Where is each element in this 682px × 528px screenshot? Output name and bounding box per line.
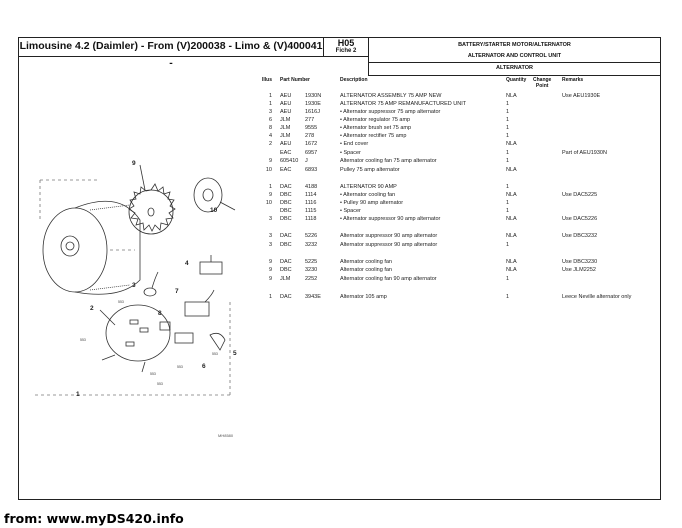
col-quantity: Quantity xyxy=(506,77,527,83)
part-number: 5225 xyxy=(305,259,318,265)
part-prefix: AEU xyxy=(280,109,292,115)
part-prefix: JLM xyxy=(280,125,291,131)
screw-label: 553 xyxy=(157,382,163,386)
fiche-badge xyxy=(323,37,369,57)
illus-number: 1 xyxy=(268,294,272,300)
callout-4: 4 xyxy=(185,260,189,267)
part-number: 1672 xyxy=(305,141,318,147)
part-number: 9555 xyxy=(305,125,318,131)
callout-9: 9 xyxy=(132,160,136,167)
part-description: Alternator suppressor 90 amp alternator xyxy=(340,242,438,248)
callout-7: 7 xyxy=(175,288,179,295)
part-prefix: JLM xyxy=(280,133,291,139)
part-number: 1115 xyxy=(305,208,317,214)
fiche-label: Fiche 2 xyxy=(335,48,357,54)
part-description: Alternator cooling fan 90 amp alternator xyxy=(340,276,437,282)
callout-2: 2 xyxy=(90,305,94,312)
part-number: 278 xyxy=(305,133,315,139)
illus-number: 3 xyxy=(268,216,272,222)
part-description: • Alternator suppressor 75 amp alternator xyxy=(340,109,441,115)
part-description: Alternator cooling fan 75 amp alternator xyxy=(340,158,437,164)
part-prefix: DAC xyxy=(280,184,292,190)
part-prefix: JLM xyxy=(280,117,291,123)
part-description: • Spacer xyxy=(340,150,361,156)
part-remarks: Use DBC3230 xyxy=(562,259,598,265)
part-description: ALTERNATOR 75 AMP REMANUFACTURED UNIT xyxy=(340,101,467,107)
page-title: Limousine 4.2 (Daimler) - From (V)200038 - Limo & (V)400041 - xyxy=(18,37,324,57)
part-number: 277 xyxy=(305,117,315,123)
part-quantity: NLA xyxy=(506,93,517,99)
illus-number: 9 xyxy=(268,267,272,273)
part-number: 1930E xyxy=(305,101,321,107)
part-description: ALTERNATOR 90 AMP xyxy=(340,184,397,190)
table-row xyxy=(0,92,682,100)
col-description: Description xyxy=(340,77,368,83)
part-quantity: 1 xyxy=(506,208,510,214)
part-prefix: JLM xyxy=(280,276,291,282)
part-description: • Alternator brush set 75 amp xyxy=(340,125,412,131)
screw-assembly xyxy=(210,333,225,350)
part-description: • Alternator cooling fan xyxy=(340,192,396,198)
table-row xyxy=(0,108,682,116)
part-quantity: 1 xyxy=(506,242,510,248)
part-prefix: DBC xyxy=(280,200,292,206)
part-number: 3232 xyxy=(305,242,318,248)
exploded-diagram xyxy=(30,150,255,410)
illus-number: 9 xyxy=(268,259,272,265)
part-description: Alternator 105 amp xyxy=(340,294,387,300)
screw-label: 553 xyxy=(118,300,124,304)
part-quantity: 1 xyxy=(506,294,510,300)
illus-number: 3 xyxy=(268,109,272,115)
table-row xyxy=(0,140,682,148)
part-quantity: NLA xyxy=(506,233,517,239)
col-remarks: Remarks xyxy=(562,77,584,83)
source-watermark: from: www.myDS420.info xyxy=(4,511,184,526)
callout-3: 3 xyxy=(132,282,136,289)
illus-number: 8 xyxy=(268,125,272,131)
part-description: Alternator cooling fan xyxy=(340,267,392,273)
callout-10: 10 xyxy=(210,207,218,214)
screw-label: 553 xyxy=(80,338,86,342)
part-description: ALTERNATOR ASSEMBLY 75 AMP NEW xyxy=(340,93,442,99)
part-quantity: 1 xyxy=(506,276,510,282)
part-prefix: DAC xyxy=(280,259,292,265)
part-description: Alternator cooling fan xyxy=(340,259,392,265)
alternator-illustration xyxy=(30,150,255,410)
part-prefix: DBC xyxy=(280,208,292,214)
part-remarks: Use DAC5226 xyxy=(562,216,598,222)
part-quantity: 1 xyxy=(506,184,510,190)
part-number: 1116 xyxy=(305,200,317,206)
part-quantity: 1 xyxy=(506,200,510,206)
illus-number: 1 xyxy=(268,101,272,107)
part-remarks: Part of AEU1930N xyxy=(562,150,607,156)
part-description: • End cover xyxy=(340,141,369,147)
part-quantity: 1 xyxy=(506,133,510,139)
part-prefix: DBC xyxy=(280,192,292,198)
part-prefix: EAC xyxy=(280,167,292,173)
illus-number: 9 xyxy=(268,276,272,282)
part-quantity: NLA xyxy=(506,192,517,198)
part-description: • Alternator regulator 75 amp xyxy=(340,117,411,123)
illus-number: 3 xyxy=(268,242,272,248)
part-quantity: 1 xyxy=(506,101,510,107)
illus-number: 10 xyxy=(265,200,272,206)
brush-set xyxy=(175,333,193,343)
part-quantity: NLA xyxy=(506,267,517,273)
part-prefix: DAC xyxy=(280,294,292,300)
part-prefix: DBC xyxy=(280,242,292,248)
part-number: 3230 xyxy=(305,267,318,273)
part-number: 5226 xyxy=(305,233,318,239)
part-number: 3943E xyxy=(305,294,321,300)
part-description: • Pulley 90 amp alternator xyxy=(340,200,404,206)
suppressor xyxy=(144,288,156,296)
table-row xyxy=(0,124,682,132)
screw-label: 553 xyxy=(177,365,183,369)
part-prefix: 605410 xyxy=(280,158,299,164)
part-prefix: DBC xyxy=(280,216,292,222)
part-quantity: NLA xyxy=(506,259,517,265)
part-remarks: Use JLM2252 xyxy=(562,267,596,273)
part-prefix: EAC xyxy=(280,150,292,156)
illus-number: 3 xyxy=(268,233,272,239)
part-description: Pulley 75 amp alternator xyxy=(340,167,400,173)
fiche-code: H05 xyxy=(337,38,355,48)
callout-8: 8 xyxy=(158,310,162,317)
illus-number: 10 xyxy=(265,167,272,173)
pulley xyxy=(194,178,222,212)
screw-label: 553 xyxy=(150,372,156,376)
part-prefix: AEU xyxy=(280,101,292,107)
illus-number: 1 xyxy=(268,184,272,190)
rectifier xyxy=(200,262,222,274)
col-change-point xyxy=(533,77,551,89)
part-number: 1616J xyxy=(305,109,320,115)
section-title: BATTERY/STARTER MOTOR/ALTERNATOR xyxy=(458,42,571,48)
illus-number: 4 xyxy=(268,133,272,139)
part-description: • Spacer xyxy=(340,208,361,214)
section-subtitle: ALTERNATOR AND CONTROL UNIT xyxy=(467,53,562,59)
illus-number: 6 xyxy=(268,117,272,123)
part-remarks: Use DAC5225 xyxy=(562,192,598,198)
part-number: 4188 xyxy=(305,184,318,190)
part-prefix: DAC xyxy=(280,233,292,239)
callout-1: 1 xyxy=(76,391,80,398)
part-number: J xyxy=(305,158,308,164)
illus-number: 2 xyxy=(268,141,272,147)
part-number: 1114 xyxy=(305,192,317,198)
section-heading xyxy=(368,37,661,63)
table-row xyxy=(0,132,682,140)
part-quantity: 1 xyxy=(506,125,510,131)
table-row xyxy=(0,100,682,108)
part-description: Alternator suppressor 90 amp alternator xyxy=(340,233,438,239)
col-point-label: Point xyxy=(535,83,549,89)
part-quantity: NLA xyxy=(506,167,517,173)
part-quantity: 1 xyxy=(506,150,510,156)
col-change-label: Change xyxy=(533,77,552,83)
part-number: 6957 xyxy=(305,150,318,156)
table-row xyxy=(0,116,682,124)
drawing-reference: MH8580 xyxy=(218,433,234,438)
part-quantity: NLA xyxy=(506,216,517,222)
part-quantity: NLA xyxy=(506,141,517,147)
part-prefix: AEU xyxy=(280,93,292,99)
illus-number: 9 xyxy=(268,158,272,164)
regulator xyxy=(185,302,209,316)
alternator-body xyxy=(43,208,107,292)
part-remarks: Use DBC3232 xyxy=(562,233,598,239)
group-heading: ALTERNATOR xyxy=(368,62,661,76)
illus-number: 9 xyxy=(268,192,272,198)
screw-label: 553 xyxy=(212,352,218,356)
col-part-number: Part Number xyxy=(280,77,311,83)
part-description: • Alternator rectifier 75 amp xyxy=(340,133,407,139)
part-prefix: AEU xyxy=(280,141,292,147)
part-quantity: 1 xyxy=(506,109,510,115)
part-number: 6893 xyxy=(305,167,318,173)
part-prefix: DBC xyxy=(280,267,292,273)
callout-5: 5 xyxy=(233,350,237,357)
part-quantity: 1 xyxy=(506,158,510,164)
col-illus: Illus xyxy=(262,77,273,83)
part-remarks: Use AEU1930E xyxy=(562,93,601,99)
part-number: 1118 xyxy=(305,216,317,222)
part-remarks: Leece Neville alternator only xyxy=(562,294,632,300)
illus-number: 1 xyxy=(268,93,272,99)
part-number: 1930N xyxy=(305,93,322,99)
part-quantity: 1 xyxy=(506,117,510,123)
callout-6: 6 xyxy=(202,363,206,370)
part-description: • Alternator suppressor 90 amp alternator xyxy=(340,216,441,222)
part-number: 2252 xyxy=(305,276,318,282)
